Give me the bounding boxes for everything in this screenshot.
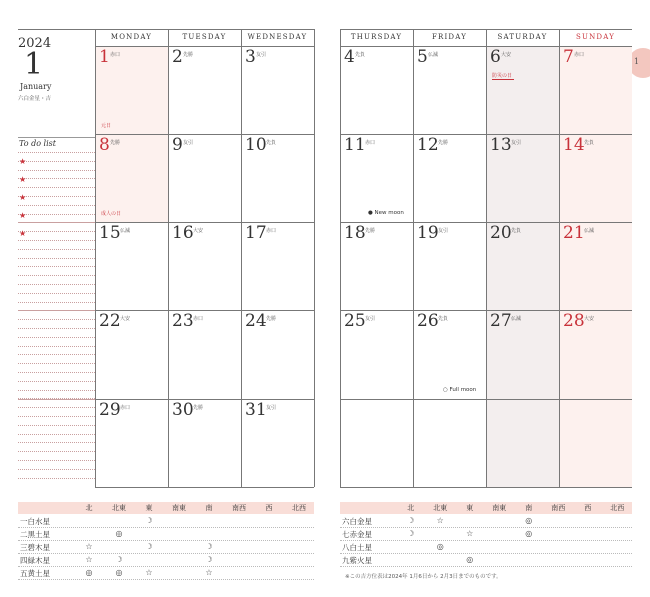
day-number: 1 xyxy=(99,47,110,67)
rokuyo-label: 大安 xyxy=(501,52,512,58)
fortune-symbol: ☽ xyxy=(145,516,153,525)
day-number: 4 xyxy=(344,47,355,67)
todo-star-icon: ★ xyxy=(19,193,27,202)
direction-label: 南 xyxy=(205,504,213,512)
grid-line xyxy=(95,46,314,47)
rokuyo-label: 仏滅 xyxy=(511,316,522,322)
todo-star-icon: ★ xyxy=(19,229,27,238)
direction-label: 南西 xyxy=(551,504,566,512)
direction-label: 南西 xyxy=(232,504,246,512)
table-line xyxy=(18,527,314,528)
rokuyo-label: 友引 xyxy=(266,405,277,411)
fortune-symbol: ◎ xyxy=(115,529,123,538)
grid-line xyxy=(95,134,314,135)
nine-star-name: 六白金星 xyxy=(342,517,372,526)
todo-line[interactable] xyxy=(18,346,95,347)
rokuyo-label: 仏滅 xyxy=(428,52,439,58)
footnote: ※この吉方位表は2024年 1月6日から 2月3日までのものです。 xyxy=(345,574,502,580)
todo-title: To do list xyxy=(19,139,56,148)
rokuyo-label: 友引 xyxy=(365,316,376,322)
rokuyo-label: 先勝 xyxy=(365,228,376,234)
day-cell-29[interactable] xyxy=(95,399,168,487)
todo-line[interactable] xyxy=(18,214,95,215)
grid-line xyxy=(95,29,314,30)
day-number: 5 xyxy=(417,47,428,67)
year-label: 2024 xyxy=(18,36,52,51)
day-cell-27[interactable] xyxy=(486,310,559,399)
todo-line[interactable] xyxy=(18,354,95,355)
todo-line[interactable] xyxy=(18,407,95,408)
fortune-symbol: ◎ xyxy=(115,568,123,577)
nine-star-name: 七赤金星 xyxy=(342,530,372,539)
day-cell-11[interactable] xyxy=(340,134,413,222)
moon-phase-label: ○ Full moon xyxy=(443,387,477,393)
day-number: 27 xyxy=(490,311,512,331)
table-line xyxy=(340,527,632,528)
day-cell-31[interactable] xyxy=(241,399,314,487)
empty-cell xyxy=(486,399,559,487)
todo-line[interactable] xyxy=(18,161,95,162)
grid-line xyxy=(559,29,560,487)
todo-line[interactable] xyxy=(18,196,95,197)
nine-star-name: 九紫火星 xyxy=(342,556,372,565)
day-number: 26 xyxy=(417,311,439,331)
todo-line[interactable] xyxy=(18,205,95,206)
todo-line[interactable] xyxy=(18,363,95,364)
day-number: 6 xyxy=(490,47,501,67)
fortune-symbol: ☆ xyxy=(145,568,153,577)
holiday-label: 元日 xyxy=(101,123,112,129)
todo-line[interactable] xyxy=(18,302,95,303)
grid-line xyxy=(95,487,314,488)
grid-line xyxy=(413,29,414,487)
todo-line[interactable] xyxy=(18,381,95,382)
weekday-header-monday: MONDAY xyxy=(110,33,153,41)
day-number: 10 xyxy=(245,135,267,155)
todo-line[interactable] xyxy=(18,187,95,188)
rokuyo-label: 大安 xyxy=(584,316,595,322)
grid-line xyxy=(95,222,314,223)
todo-line[interactable] xyxy=(18,478,95,479)
rokuyo-label: 先負 xyxy=(266,140,277,146)
month-tab-label: 1 xyxy=(634,57,640,66)
todo-line[interactable] xyxy=(18,390,95,391)
rokuyo-label: 先勝 xyxy=(110,140,121,146)
fortune-symbol: ◎ xyxy=(525,529,533,538)
rokuyo-label: 大安 xyxy=(120,316,131,322)
day-cell-5[interactable] xyxy=(413,46,486,134)
day-number: 13 xyxy=(490,135,512,155)
todo-line[interactable] xyxy=(18,319,95,320)
rokuyo-label: 赤口 xyxy=(193,316,204,322)
direction-label: 南 xyxy=(525,504,533,512)
day-number: 28 xyxy=(563,311,585,331)
fortune-symbol: ☽ xyxy=(205,542,213,551)
day-number: 16 xyxy=(172,223,194,243)
todo-line[interactable] xyxy=(18,240,95,241)
todo-line[interactable] xyxy=(18,293,95,294)
day-number: 2 xyxy=(172,47,183,67)
fortune-symbol: ☽ xyxy=(407,516,415,525)
day-number: 9 xyxy=(172,135,183,155)
day-number: 31 xyxy=(245,400,267,420)
day-number: 17 xyxy=(245,223,267,243)
month-name: January xyxy=(20,82,52,91)
grid-line xyxy=(241,29,242,487)
day-number: 3 xyxy=(245,47,256,67)
moon-phase-label: ● New moon xyxy=(368,210,404,216)
fortune-symbol: ☆ xyxy=(85,555,93,564)
day-cell-30[interactable] xyxy=(168,399,241,487)
day-number: 18 xyxy=(344,223,366,243)
rokuyo-label: 先勝 xyxy=(438,140,449,146)
rokuyo-label: 赤口 xyxy=(574,52,585,58)
grid-line xyxy=(168,29,169,487)
empty-cell xyxy=(340,399,413,487)
weekday-header-thursday: THURSDAY xyxy=(350,33,403,41)
grid-line xyxy=(486,29,487,487)
direction-label: 北西 xyxy=(610,504,625,512)
fortune-symbol: ☽ xyxy=(115,555,123,564)
day-number: 11 xyxy=(344,135,366,155)
grid-line xyxy=(340,487,632,488)
table-line xyxy=(18,540,314,541)
rokuyo-label: 友引 xyxy=(183,140,194,146)
day-number: 24 xyxy=(245,311,267,331)
direction-label: 西 xyxy=(584,504,592,512)
todo-line[interactable] xyxy=(18,451,95,452)
fortune-symbol: ☆ xyxy=(436,516,444,525)
rokuyo-label: 先負 xyxy=(355,52,366,58)
fortune-symbol: ◎ xyxy=(436,542,444,551)
todo-line[interactable] xyxy=(18,178,95,179)
rokuyo-label: 赤口 xyxy=(266,228,277,234)
day-number: 30 xyxy=(172,400,194,420)
day-cell-15[interactable] xyxy=(95,222,168,310)
grid-line xyxy=(95,310,314,311)
day-cell-2[interactable] xyxy=(168,46,241,134)
nine-star-name: 三碧木星 xyxy=(20,543,50,552)
table-line xyxy=(340,540,632,541)
rokuyo-label: 先負 xyxy=(438,316,449,322)
rokuyo-label: 先勝 xyxy=(266,316,277,322)
rokuyo-label: 赤口 xyxy=(365,140,376,146)
fortune-symbol: ☆ xyxy=(466,529,474,538)
todo-line[interactable] xyxy=(18,170,95,171)
nine-star-name: 五黄土星 xyxy=(20,569,50,578)
todo-line[interactable] xyxy=(18,469,95,470)
todo-line[interactable] xyxy=(18,266,95,267)
table-line xyxy=(18,553,314,554)
direction-label: 南東 xyxy=(172,504,186,512)
day-cell-28[interactable] xyxy=(559,310,632,399)
day-cell-3[interactable] xyxy=(241,46,314,134)
direction-label: 東 xyxy=(466,504,474,512)
todo-line[interactable] xyxy=(18,434,95,435)
todo-line[interactable] xyxy=(18,231,95,232)
day-number: 19 xyxy=(417,223,439,243)
grid-line xyxy=(18,222,95,223)
todo-line[interactable] xyxy=(18,284,95,285)
event-underline xyxy=(492,79,514,80)
todo-line[interactable] xyxy=(18,442,95,443)
nine-star-name: 一白水星 xyxy=(20,517,50,526)
direction-label: 東 xyxy=(145,504,153,512)
rokuyo-label: 先勝 xyxy=(193,405,204,411)
day-number: 12 xyxy=(417,135,439,155)
rokuyo-label: 赤口 xyxy=(110,52,121,58)
rokuyo-label: 仏滅 xyxy=(584,228,595,234)
day-number: 25 xyxy=(344,311,366,331)
day-cell-16[interactable] xyxy=(168,222,241,310)
month-number: 1 xyxy=(24,47,44,82)
weekday-header-wednesday: WEDNESDAY xyxy=(247,33,308,41)
rokuyo-label: 友引 xyxy=(438,228,449,234)
day-number: 22 xyxy=(99,311,121,331)
grid-line xyxy=(314,29,315,487)
empty-cell xyxy=(413,399,486,487)
grid-line xyxy=(18,399,95,400)
day-number: 21 xyxy=(563,223,585,243)
nine-star-name: 四緑木星 xyxy=(20,556,50,565)
star-sign: 六白金星・吉 xyxy=(18,96,52,102)
todo-star-icon: ★ xyxy=(19,157,27,166)
day-number: 7 xyxy=(563,47,574,67)
todo-line[interactable] xyxy=(18,460,95,461)
fortune-symbol: ☽ xyxy=(407,529,415,538)
day-cell-26[interactable] xyxy=(413,310,486,399)
todo-line[interactable] xyxy=(18,258,95,259)
direction-label: 北東 xyxy=(112,504,126,512)
day-number: 29 xyxy=(99,400,121,420)
direction-label: 北 xyxy=(85,504,93,512)
rokuyo-label: 赤口 xyxy=(120,405,131,411)
grid-line xyxy=(340,29,341,487)
day-cell-17[interactable] xyxy=(241,222,314,310)
grid-line xyxy=(95,399,314,400)
day-cell-10[interactable] xyxy=(241,134,314,222)
day-cell-22[interactable] xyxy=(95,310,168,399)
day-number: 15 xyxy=(99,223,121,243)
day-number: 14 xyxy=(563,135,585,155)
weekday-header-friday: FRIDAY xyxy=(431,33,468,41)
table-line xyxy=(18,579,314,580)
fortune-symbol: ☆ xyxy=(85,542,93,551)
rokuyo-label: 先勝 xyxy=(183,52,194,58)
day-number: 8 xyxy=(99,135,110,155)
rokuyo-label: 友引 xyxy=(511,140,522,146)
day-cell-18[interactable] xyxy=(340,222,413,310)
todo-line[interactable] xyxy=(18,425,95,426)
todo-line[interactable] xyxy=(18,372,95,373)
day-cell-8[interactable] xyxy=(95,134,168,222)
rokuyo-label: 先負 xyxy=(511,228,522,234)
todo-line[interactable] xyxy=(18,416,95,417)
holiday-label: 成人の日 xyxy=(101,211,122,217)
nine-star-name: 八白土星 xyxy=(342,543,372,552)
direction-label: 西 xyxy=(265,504,273,512)
rokuyo-label: 友引 xyxy=(256,52,267,58)
direction-label: 北 xyxy=(407,504,415,512)
todo-line[interactable] xyxy=(18,337,95,338)
todo-line[interactable] xyxy=(18,152,95,153)
day-cell-6[interactable] xyxy=(486,46,559,134)
day-cell-20[interactable] xyxy=(486,222,559,310)
day-cell-7[interactable] xyxy=(559,46,632,134)
direction-label: 南東 xyxy=(492,504,507,512)
day-cell-14[interactable] xyxy=(559,134,632,222)
day-cell-1[interactable] xyxy=(95,46,168,134)
day-cell-4[interactable] xyxy=(340,46,413,134)
fortune-symbol: ◎ xyxy=(85,568,93,577)
todo-line[interactable] xyxy=(18,249,95,250)
todo-star-icon: ★ xyxy=(19,211,27,220)
fortune-symbol: ☽ xyxy=(145,542,153,551)
day-number: 20 xyxy=(490,223,512,243)
nine-star-name: 二黒土星 xyxy=(20,530,50,539)
grid-line xyxy=(95,29,96,487)
todo-star-icon: ★ xyxy=(19,175,27,184)
day-cell-19[interactable] xyxy=(413,222,486,310)
todo-line[interactable] xyxy=(18,275,95,276)
day-cell-23[interactable] xyxy=(168,310,241,399)
day-cell-12[interactable] xyxy=(413,134,486,222)
weekday-header-tuesday: TUESDAY xyxy=(182,33,227,41)
fortune-symbol: ☽ xyxy=(205,555,213,564)
fortune-symbol: ◎ xyxy=(525,516,533,525)
day-cell-21[interactable] xyxy=(559,222,632,310)
table-line xyxy=(340,566,632,567)
day-number: 23 xyxy=(172,311,194,331)
rokuyo-label: 先負 xyxy=(584,140,595,146)
day-cell-13[interactable] xyxy=(486,134,559,222)
holiday-label: 防災の日 xyxy=(492,73,513,79)
direction-label: 北東 xyxy=(433,504,448,512)
day-cell-25[interactable] xyxy=(340,310,413,399)
weekday-header-sunday: SUNDAY xyxy=(575,33,616,41)
empty-cell xyxy=(559,399,632,487)
todo-line[interactable] xyxy=(18,328,95,329)
rokuyo-label: 仏滅 xyxy=(120,228,131,234)
table-line xyxy=(18,566,314,567)
day-cell-9[interactable] xyxy=(168,134,241,222)
direction-label: 北西 xyxy=(292,504,306,512)
grid-line xyxy=(18,310,95,311)
day-cell-24[interactable] xyxy=(241,310,314,399)
rokuyo-label: 大安 xyxy=(193,228,204,234)
fortune-symbol: ◎ xyxy=(466,555,474,564)
fortune-symbol: ☆ xyxy=(205,568,213,577)
table-line xyxy=(340,553,632,554)
grid-line xyxy=(18,29,95,30)
weekday-header-saturday: SATURDAY xyxy=(497,33,548,41)
